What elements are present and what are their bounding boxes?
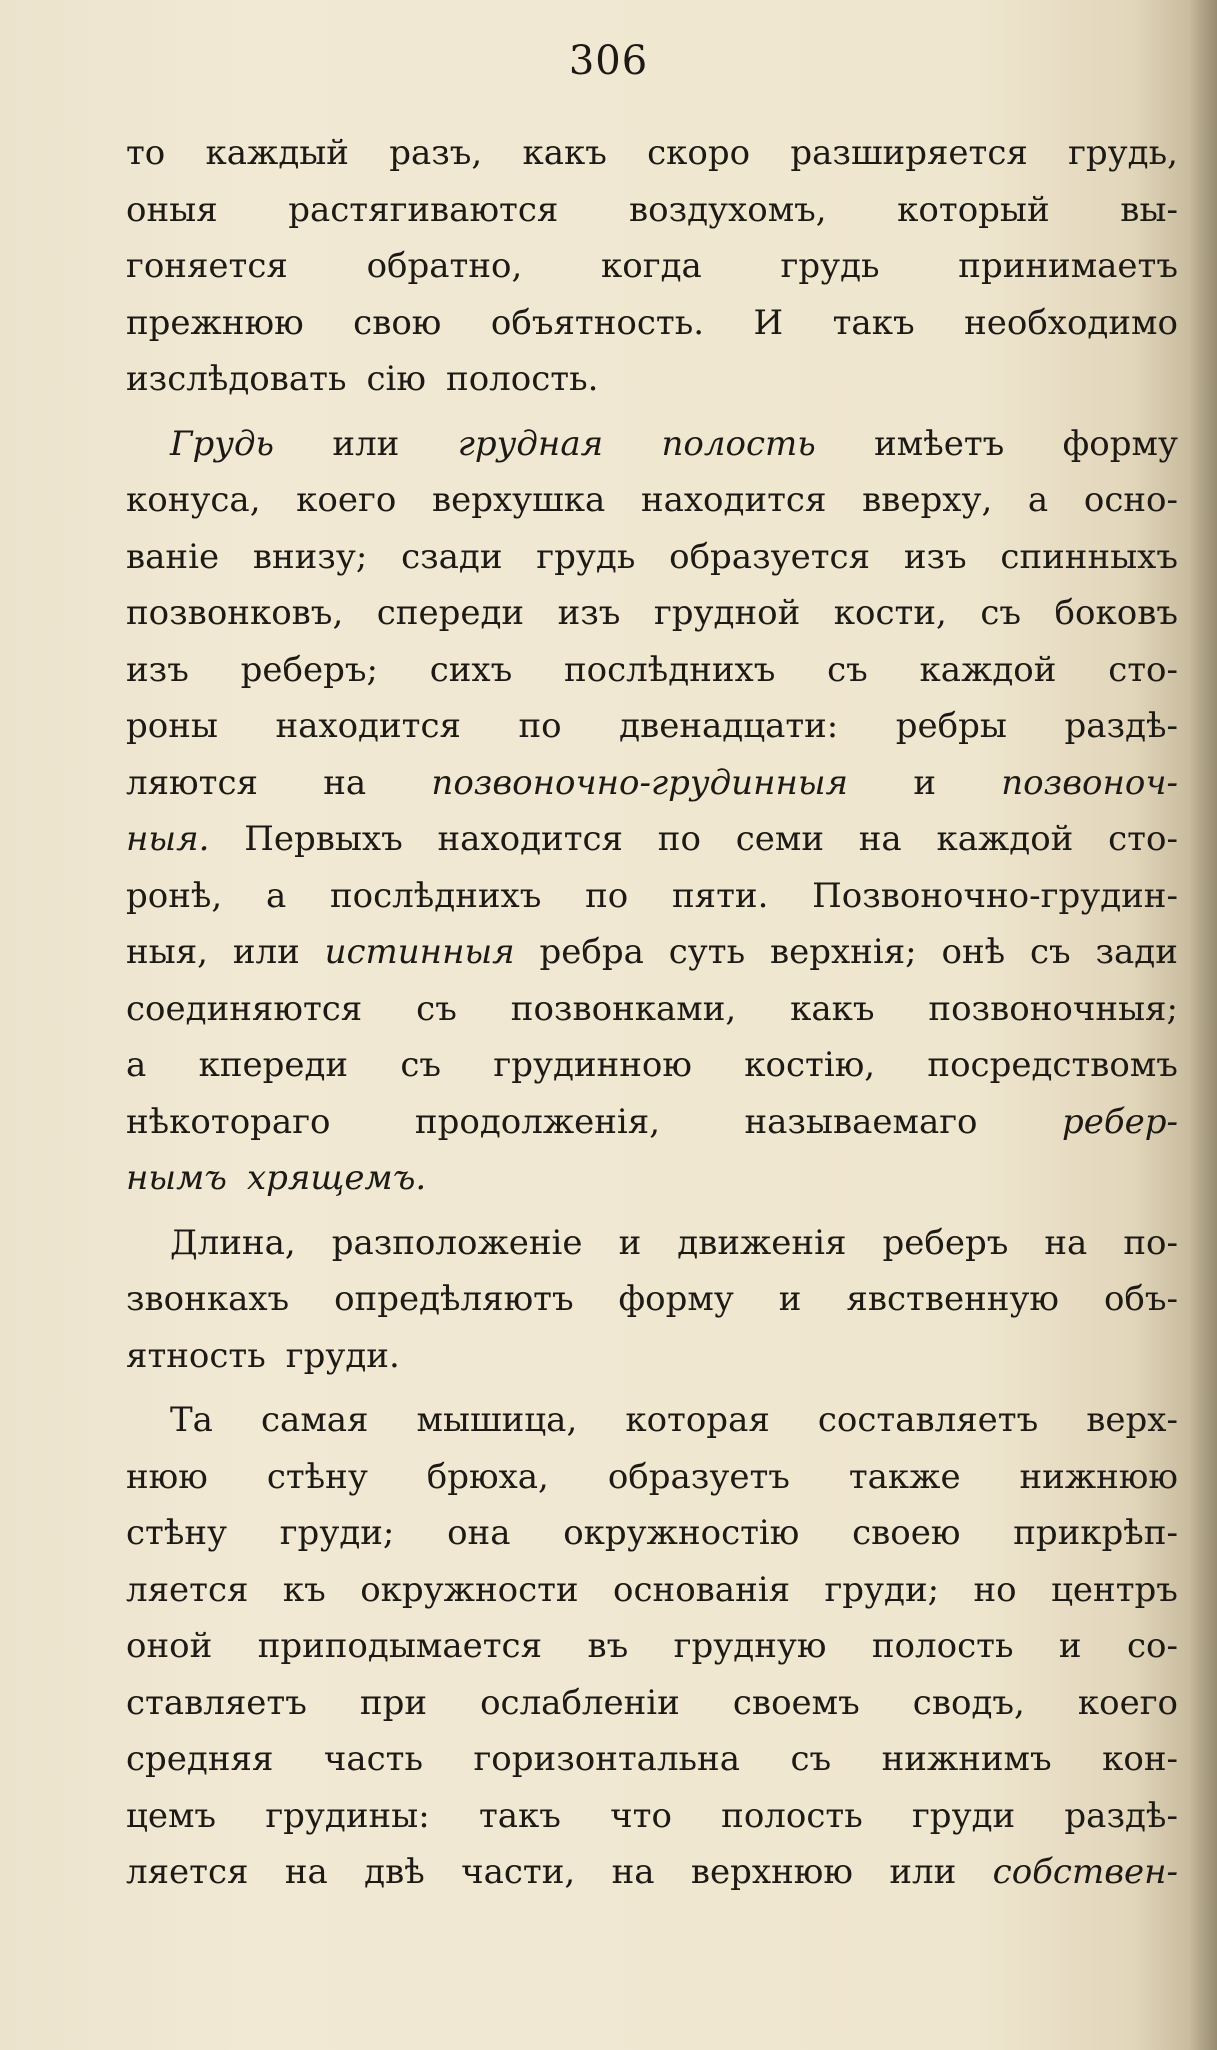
word: по- xyxy=(1123,1222,1178,1263)
word: двенадцати: xyxy=(619,706,839,746)
word: верх- xyxy=(1086,1400,1178,1440)
word: суть xyxy=(668,932,746,972)
word: съ xyxy=(790,1739,832,1779)
word: что xyxy=(610,1795,672,1836)
word: верхнія; xyxy=(769,932,917,972)
word: полость xyxy=(871,1626,1014,1666)
word: раздѣ- xyxy=(1064,706,1178,746)
text-line xyxy=(126,1271,1178,1328)
word: разположеніе xyxy=(331,1222,583,1263)
word: грудь xyxy=(536,536,636,577)
word: принимаетъ xyxy=(958,246,1178,286)
text-line xyxy=(126,1505,1178,1562)
word: или xyxy=(889,1852,957,1892)
word: ребры xyxy=(895,706,1007,746)
italic-word: ныя. xyxy=(126,819,210,859)
word: какъ xyxy=(522,133,607,173)
text-line xyxy=(126,1844,1178,1901)
word: изъ xyxy=(903,536,967,577)
italic-word: хрящемъ. xyxy=(246,1158,427,1198)
word: по xyxy=(657,819,701,859)
text-line xyxy=(126,1675,1178,1732)
text-line xyxy=(126,1037,1178,1094)
word: разъ, xyxy=(389,133,483,173)
word: каждой xyxy=(936,819,1074,859)
word: ваніе xyxy=(126,536,220,577)
word: изъ xyxy=(557,593,621,633)
body-text xyxy=(126,125,1178,1901)
word: каждый xyxy=(205,133,349,173)
word: опредѣляютъ xyxy=(334,1279,574,1319)
word: реберъ xyxy=(882,1222,1009,1263)
word: на xyxy=(284,1852,328,1892)
word: прикрѣп- xyxy=(1013,1513,1178,1553)
word: конуса, xyxy=(126,480,261,520)
word: а xyxy=(265,875,287,916)
word: семи xyxy=(735,819,824,859)
word: изслѣдовать xyxy=(126,359,347,399)
text-line xyxy=(126,1449,1178,1506)
word: форму xyxy=(618,1279,734,1319)
word: ятность xyxy=(126,1335,266,1376)
text-line xyxy=(126,1392,1178,1449)
word: а xyxy=(1027,480,1049,520)
word: центръ xyxy=(1051,1569,1178,1610)
word: съ xyxy=(827,649,868,690)
italic-word: позвоночно-грудинныя xyxy=(431,762,849,803)
word: приподымается xyxy=(257,1626,543,1666)
word: ныя, xyxy=(126,932,208,972)
word: но xyxy=(973,1569,1017,1610)
word: нѣкотораго xyxy=(126,1101,331,1142)
word: мышица, xyxy=(416,1400,578,1440)
word: ронѣ, xyxy=(126,875,223,916)
word: также xyxy=(848,1456,961,1497)
word: находится xyxy=(640,480,827,520)
page-gutter-shadow xyxy=(1189,0,1217,2050)
word: части, xyxy=(461,1852,576,1892)
text-line xyxy=(126,1618,1178,1675)
word: грудь, xyxy=(1068,133,1178,173)
word: къ xyxy=(282,1569,326,1610)
word: верхушка xyxy=(431,480,606,520)
word: скоро xyxy=(647,133,751,173)
word: полость xyxy=(721,1795,863,1836)
word: находится xyxy=(275,706,461,746)
word: реберъ; xyxy=(240,649,378,690)
italic-word: истинныя xyxy=(324,932,515,972)
word: со- xyxy=(1126,1626,1178,1666)
italic-word: Грудь xyxy=(170,423,275,464)
word: въ xyxy=(587,1626,629,1666)
text-line xyxy=(126,125,1178,182)
word: съ xyxy=(980,593,1022,633)
word: или xyxy=(232,932,300,972)
text-line xyxy=(126,1215,1178,1272)
word: составляетъ xyxy=(817,1400,1039,1440)
text-line xyxy=(126,472,1178,529)
word: послѣднихъ xyxy=(563,649,776,690)
word: какъ xyxy=(790,988,875,1029)
word: осно- xyxy=(1083,480,1178,520)
word: называемаго xyxy=(744,1101,978,1142)
word: а xyxy=(126,1045,147,1085)
word: цемъ xyxy=(126,1795,217,1836)
word: самая xyxy=(261,1400,369,1440)
word: воздухомъ, xyxy=(628,189,827,230)
word: съ xyxy=(1029,932,1071,972)
word: на xyxy=(1044,1222,1088,1263)
word: свою xyxy=(353,302,442,343)
word: то xyxy=(126,133,166,173)
italic-word: собствен- xyxy=(992,1852,1178,1892)
word: или xyxy=(332,423,400,464)
word: звонкахъ xyxy=(126,1279,290,1319)
word: она xyxy=(447,1513,511,1553)
word: спинныхъ xyxy=(1000,536,1178,577)
word: такъ xyxy=(478,1795,561,1836)
word: кости, xyxy=(833,593,947,633)
word: окружностію xyxy=(563,1513,800,1553)
word: стѣну xyxy=(126,1513,228,1553)
word: ляется xyxy=(126,1852,249,1892)
word: вверху, xyxy=(862,480,993,520)
word: на xyxy=(323,762,367,803)
word: и xyxy=(778,1279,802,1319)
word: своею xyxy=(852,1513,961,1553)
word: имѣетъ xyxy=(874,423,1005,464)
word: нижнюю xyxy=(1019,1456,1178,1497)
word: съ xyxy=(416,988,457,1029)
word: коего xyxy=(1077,1682,1178,1723)
word: вы- xyxy=(1120,189,1178,230)
word: груди. xyxy=(285,1335,400,1376)
word: костію, xyxy=(744,1045,876,1085)
word: Та xyxy=(170,1400,213,1440)
word: необходимо xyxy=(964,302,1178,343)
word: прежнюю xyxy=(126,302,304,343)
word: когда xyxy=(601,246,702,286)
text-line xyxy=(126,1328,1178,1385)
word: нюю xyxy=(126,1456,208,1497)
word: сто- xyxy=(1108,819,1178,859)
text-line xyxy=(126,1094,1178,1151)
word: окружности xyxy=(360,1569,579,1610)
word: грудную xyxy=(673,1626,827,1666)
word: позвоночныя; xyxy=(928,988,1178,1029)
word: явственную xyxy=(846,1279,1060,1319)
word: зади xyxy=(1095,932,1178,972)
italic-word: грудная xyxy=(457,423,604,464)
text-line xyxy=(126,585,1178,642)
word: растягиваются xyxy=(288,189,559,230)
text-line xyxy=(126,1731,1178,1788)
word: И xyxy=(753,302,784,343)
word: объ- xyxy=(1103,1279,1178,1319)
word: сводъ, xyxy=(912,1682,1025,1723)
word: нижнимъ xyxy=(881,1739,1052,1779)
word: ребра xyxy=(539,932,644,972)
word: грудь xyxy=(780,246,880,286)
text-line xyxy=(126,1788,1178,1845)
word: стѣну xyxy=(266,1456,368,1497)
word: соединяются xyxy=(126,988,363,1029)
word: ляются xyxy=(126,762,258,803)
italic-word: позвоноч- xyxy=(1001,762,1178,803)
word: продолженія, xyxy=(414,1101,661,1142)
word: посредствомъ xyxy=(927,1045,1178,1085)
word: образуетъ xyxy=(607,1456,790,1497)
word: раздѣ- xyxy=(1064,1795,1178,1836)
word: объятность. xyxy=(490,302,705,343)
word: внизу; xyxy=(252,536,368,577)
word: которая xyxy=(625,1400,770,1440)
text-line xyxy=(126,238,1178,295)
text-line xyxy=(126,868,1178,925)
word: ляется xyxy=(126,1569,249,1610)
word: разширяется xyxy=(790,133,1028,173)
text-line xyxy=(126,351,1178,408)
word: средняя xyxy=(126,1739,274,1779)
word: сію xyxy=(366,359,427,399)
word: такъ xyxy=(832,302,915,343)
word: Позвоночно-грудин- xyxy=(812,875,1178,916)
word: гоняется xyxy=(126,246,288,286)
word: на xyxy=(858,819,902,859)
word: полость. xyxy=(446,359,599,399)
word: двѣ xyxy=(364,1852,425,1892)
word: и xyxy=(1058,1626,1082,1666)
text-line xyxy=(126,529,1178,586)
word: каждой xyxy=(919,649,1057,690)
text-line xyxy=(126,642,1178,699)
word: сзади xyxy=(401,536,503,577)
italic-word: ребер- xyxy=(1061,1101,1178,1142)
word: и xyxy=(618,1222,642,1263)
word: послѣднихъ xyxy=(330,875,542,916)
word: ставляетъ xyxy=(126,1682,307,1723)
word: оныя xyxy=(126,189,218,230)
word: Длина, xyxy=(170,1222,296,1263)
word: коего xyxy=(296,480,397,520)
word: груди xyxy=(911,1795,1016,1836)
text-line xyxy=(126,416,1178,473)
word: находится xyxy=(437,819,623,859)
text-line xyxy=(126,1562,1178,1619)
text-line xyxy=(126,182,1178,239)
word: на xyxy=(611,1852,655,1892)
word: ослабленіи xyxy=(480,1682,680,1723)
word: своемъ xyxy=(732,1682,860,1723)
word: образуется xyxy=(669,536,871,577)
word: по xyxy=(518,706,562,746)
word: сихъ xyxy=(429,649,513,690)
word: форму xyxy=(1062,423,1178,464)
word: онѣ xyxy=(941,932,1006,972)
text-line xyxy=(126,1150,1178,1207)
word: кпереди xyxy=(198,1045,349,1085)
word: горизонтальна xyxy=(473,1739,740,1779)
word: и xyxy=(913,762,937,803)
word: спереди xyxy=(376,593,525,633)
word: пяти. xyxy=(671,875,769,916)
word: груди; xyxy=(279,1513,395,1553)
word: Первыхъ xyxy=(244,819,403,859)
word: боковъ xyxy=(1054,593,1178,633)
italic-word: полость xyxy=(661,423,816,464)
word: кон- xyxy=(1102,1739,1178,1779)
word: позвонками, xyxy=(510,988,737,1029)
word: съ xyxy=(400,1045,442,1085)
word: изъ xyxy=(126,649,189,690)
page-number: 306 xyxy=(568,38,649,84)
word: верхнюю xyxy=(690,1852,853,1892)
word: грудинною xyxy=(493,1045,692,1085)
text-line xyxy=(126,924,1178,981)
word: обратно, xyxy=(366,246,523,286)
word: грудной xyxy=(653,593,801,633)
word: груди; xyxy=(824,1569,940,1610)
word: по xyxy=(585,875,629,916)
word: позвонковъ, xyxy=(126,593,344,633)
text-line xyxy=(126,755,1178,812)
word: роны xyxy=(126,706,218,746)
word: при xyxy=(359,1682,428,1723)
text-line xyxy=(126,981,1178,1038)
word: брюха, xyxy=(426,1456,549,1497)
word: основанія xyxy=(613,1569,791,1610)
word: часть xyxy=(323,1739,424,1779)
word: грудины: xyxy=(265,1795,430,1836)
text-line xyxy=(126,295,1178,352)
word: оной xyxy=(126,1626,213,1666)
text-line xyxy=(126,811,1178,868)
italic-word: нымъ xyxy=(126,1158,227,1198)
word: движенія xyxy=(677,1222,847,1263)
word: который xyxy=(897,189,1050,230)
text-line xyxy=(126,698,1178,755)
word: сто- xyxy=(1108,649,1178,690)
